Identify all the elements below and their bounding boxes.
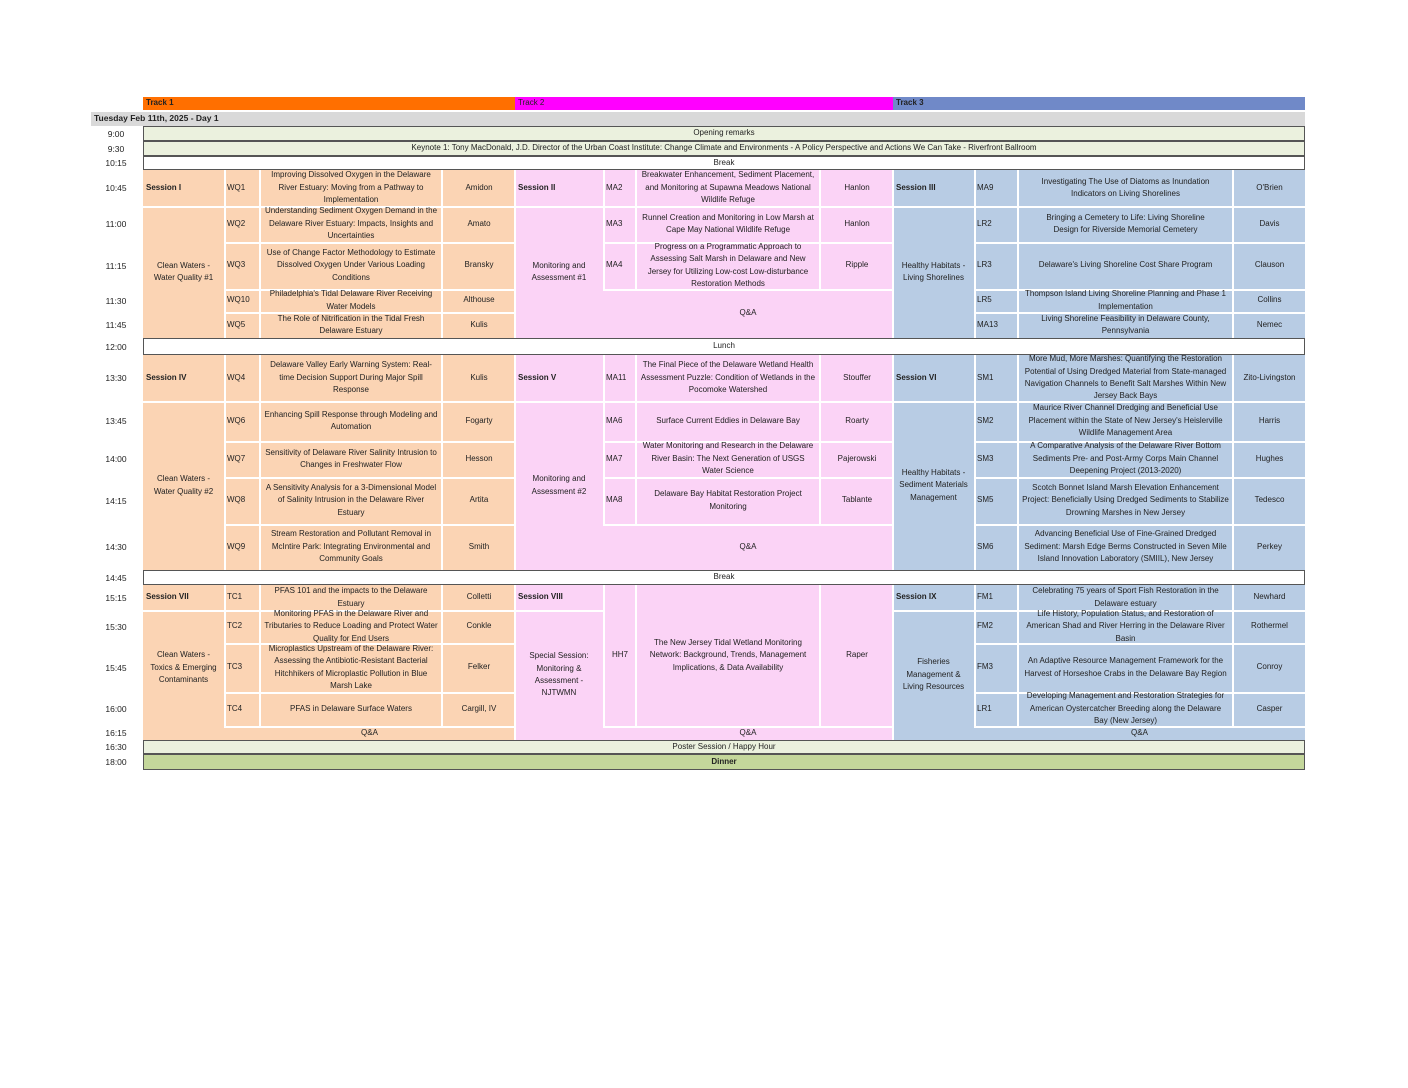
time-label: 11:15: [105, 260, 127, 271]
talk-code: WQ6: [227, 415, 246, 425]
time-label: 13:30: [105, 373, 127, 383]
poster-session: Poster Session / Happy Hour: [143, 740, 1305, 754]
time-label: 16:15: [105, 728, 127, 738]
session-title: Session IV: [146, 372, 187, 382]
talk-speaker: Nemec: [1256, 319, 1283, 329]
time-label: 15:45: [105, 662, 127, 673]
talk-code: TC1: [227, 592, 243, 602]
time-label: 14:45: [105, 572, 127, 583]
talk-speaker: Raper: [846, 650, 868, 660]
talk-speaker: Roarty: [845, 415, 869, 425]
session-title: Session III: [896, 182, 936, 192]
talk-title: The Final Piece of the Delaware Wetland Health Assessment Puzzle: Condition of Wetlands in the Pocomoke Watershed: [640, 360, 816, 395]
talk-code: SM1: [977, 372, 994, 382]
talk-code: LR5: [977, 295, 992, 305]
talk-code: LR2: [977, 218, 992, 228]
time-label: 14:30: [105, 542, 127, 552]
talk-code: TC2: [227, 621, 243, 631]
talk-speaker: Harris: [1258, 415, 1281, 425]
talk-speaker: Fogarty: [465, 415, 493, 425]
time-label: 16:00: [105, 704, 127, 714]
talk-speaker: Rothermel: [1251, 621, 1288, 631]
session-title: Session VIII: [518, 592, 563, 602]
talk-title: Delaware's Living Shoreline Cost Share Program: [1038, 260, 1213, 270]
talk-title: Microplastics Upstream of the Delaware River: Assessing the Antibiotic-Resistant Bacterial Hitchhikers of Microplastic Pollution in Blue Marsh Lake: [268, 643, 434, 690]
time-label: 14:15: [105, 495, 127, 506]
talk-title: Advancing Beneficial Use of Fine-Grained Dredged Sediment: Marsh Edge Berms Constructed in Seven Mile Island Innovation Laboratory (SMIIL), New Jersey: [1024, 529, 1227, 564]
time-label: 10:45: [105, 183, 127, 193]
talk-code: LR1: [977, 703, 992, 713]
talk-code: WQ9: [227, 541, 246, 551]
talk-speaker: Bransky: [464, 260, 494, 270]
talk-speaker: Conkle: [466, 621, 492, 631]
time-label: 12:00: [105, 341, 127, 352]
talk-title: PFAS in Delaware Surface Waters: [290, 703, 412, 713]
talk-code: MA7: [606, 453, 623, 463]
talk-code: HH7: [611, 650, 628, 660]
talk-speaker: Ripple: [845, 260, 869, 270]
dinner: Dinner: [143, 754, 1305, 770]
talk-code: MA2: [606, 182, 623, 192]
talk-title: Living Shoreline Feasibility in Delaware County, Pennsylvania: [1041, 313, 1210, 335]
talk-speaker: Amidon: [465, 182, 493, 192]
qa-cell: Q&A: [739, 541, 757, 551]
session-name: Healthy Habitats - Sediment Materials Management: [899, 467, 968, 502]
track-1-header: Track 1: [143, 97, 515, 110]
talk-code: MA13: [977, 319, 998, 329]
talk-speaker: Artita: [469, 495, 489, 505]
track-2-header: Track 2: [515, 97, 893, 110]
session-name: Clean Waters - Toxics & Emerging Contaminants: [150, 650, 217, 685]
talk-speaker: Amato: [467, 218, 491, 228]
talk-title: Progress on a Programmatic Approach to Assessing Salt Marsh in Delaware and New Jersey for Utilizing Low-cost Low-disturbance Restoration Methods: [647, 242, 809, 288]
talk-code: WQ4: [227, 372, 246, 382]
talk-speaker: Hanlon: [844, 218, 870, 228]
talk-code: MA4: [606, 260, 623, 270]
time-label: 15:15: [105, 592, 127, 603]
talk-code: SM3: [977, 453, 994, 463]
day-header: Tuesday Feb 11th, 2025 - Day 1: [91, 112, 1305, 126]
talk-code: WQ2: [227, 218, 246, 228]
talk-code: MA3: [606, 218, 623, 228]
qa-cell: Q&A: [739, 727, 757, 737]
talk-title: Use of Change Factor Methodology to Estimate Dissolved Oxygen Under Various Loading Conditions: [266, 247, 436, 282]
talk-title: Surface Current Eddies in Delaware Bay: [656, 415, 800, 425]
time-label: 11:30: [105, 295, 127, 306]
break-morning: Break: [143, 156, 1305, 170]
track-3-header: Track 3: [893, 97, 1305, 110]
qa-cell: Q&A: [361, 727, 378, 737]
talk-code: WQ10: [227, 295, 250, 305]
session-name: Monitoring and Assessment #2: [531, 474, 587, 496]
time-label: 13:45: [105, 416, 127, 426]
time-label: 15:30: [105, 621, 127, 632]
time-label: 11:45: [105, 320, 127, 330]
talk-title: Sensitivity of Delaware River Salinity Intrusion to Changes in Freshwater Flow: [265, 447, 437, 469]
session-title: Session VI: [896, 372, 937, 382]
lunch: Lunch: [143, 338, 1305, 355]
talk-speaker: Newhard: [1253, 592, 1286, 602]
time-label: 14:00: [105, 454, 127, 464]
talk-speaker: Felker: [467, 662, 491, 672]
talk-title: Developing Management and Restoration Strategies for American Oystercatcher Breeding along the Delaware Bay (New Jersey): [1026, 692, 1225, 726]
talk-speaker: Collins: [1257, 295, 1282, 305]
talk-code: SM6: [977, 541, 994, 551]
talk-title: A Comparative Analysis of the Delaware River Bottom Sediments Pre- and Post-Army Corps Main Channel Deepening Project (2013-2020): [1030, 441, 1221, 476]
session-name: Monitoring and Assessment #1: [531, 260, 587, 282]
talk-speaker: Kulis: [470, 319, 488, 329]
talk-code: WQ5: [227, 319, 246, 329]
talk-title: PFAS 101 and the impacts to the Delaware Estuary: [274, 586, 428, 608]
talk-title: An Adaptive Resource Management Framework for the Harvest of Horseshoe Crabs in the Delaware Bay Region: [1024, 656, 1227, 678]
session-name: Special Session: Monitoring & Assessment - NJTWMN: [529, 651, 589, 698]
talk-title: Celebrating 75 years of Sport Fish Restoration in the Delaware estuary: [1032, 586, 1219, 608]
talk-code: WQ3: [227, 260, 246, 270]
keynote: Keynote 1: Tony MacDonald, J.D. Director of the Urban Coast Institute: Change Climate and Environments - A Policy Perspective and Actions We Can Take - Riverfront Ballroom: [143, 141, 1305, 156]
talk-code: MA6: [606, 415, 623, 425]
session-name: Fisheries Management & Living Resources: [902, 657, 965, 692]
talk-speaker: Casper: [1256, 703, 1283, 713]
talk-speaker: Althouse: [463, 295, 495, 305]
session-name: Clean Waters - Water Quality #1: [153, 260, 214, 282]
talk-title: Thompson Island Living Shoreline Planning and Phase 1 Implementation: [1024, 289, 1227, 311]
talk-code: MA11: [606, 372, 627, 382]
time-label: 10:15: [105, 158, 127, 168]
break-afternoon: Break: [143, 570, 1305, 585]
talk-title: Monitoring PFAS in the Delaware River and Tributaries to Reduce Loading and Protect Water Quality for End Users: [264, 610, 438, 643]
talk-title: Delaware Valley Early Warning System: Real-time Decision Support During Major Spill Response: [270, 360, 432, 395]
talk-title: Investigating The Use of Diatoms as Inundation Indicators on Living Shorelines: [1041, 176, 1210, 198]
talk-code: MA8: [606, 495, 623, 505]
talk-code: SM5: [977, 495, 994, 505]
talk-code: SM2: [977, 415, 994, 425]
opening-remarks: Opening remarks: [143, 126, 1305, 141]
time-label: 18:00: [105, 757, 127, 767]
time-label: 9:00: [107, 128, 125, 139]
talk-title: A Sensitivity Analysis for a 3-Dimensional Model of Salinity Intrusion in the Delaware River Estuary: [265, 482, 437, 517]
talk-code: MA9: [977, 182, 994, 192]
talk-title: Improving Dissolved Oxygen in the Delaware River Estuary: Moving from a Pathway to Implementation: [271, 170, 431, 205]
talk-title: Scotch Bonnet Island Marsh Elevation Enhancement Project: Beneficially Using Dredged Sediments to Stabilize Drowning Marshes in New Jersey: [1022, 482, 1229, 517]
talk-title: Water Monitoring and Research in the Delaware River Basin: The Next Generation of USGS Water Science: [642, 441, 814, 476]
talk-speaker: Tablante: [841, 495, 873, 505]
talk-title: Delaware Bay Habitat Restoration Project Monitoring: [654, 489, 802, 511]
talk-speaker: Tedesco: [1254, 495, 1285, 505]
talk-speaker: Zito-Livingston: [1243, 372, 1296, 382]
talk-speaker: Stouffer: [843, 372, 871, 382]
talk-code: WQ7: [227, 453, 246, 463]
talk-speaker: O'Brien: [1256, 182, 1283, 192]
talk-code: LR3: [977, 260, 992, 270]
talk-speaker: Cargill, IV: [461, 703, 497, 713]
talk-title: Enhancing Spill Response through Modeling and Automation: [264, 409, 438, 431]
session-title: Session IX: [896, 592, 937, 602]
talk-code: FM3: [977, 662, 993, 672]
talk-code: FM1: [977, 592, 993, 602]
talk-title: Runnel Creation and Monitoring in Low Marsh at Cape May National Wildlife Refuge: [642, 212, 814, 234]
talk-title: Life History, Population Status, and Restoration of American Shad and River Herring in the Delaware River Basin: [1026, 610, 1225, 643]
time-label: 9:30: [107, 143, 125, 154]
talk-speaker: Hesson: [465, 453, 493, 463]
talk-speaker: Hughes: [1255, 453, 1284, 463]
talk-speaker: Kulis: [470, 372, 488, 382]
talk-title: Philadelphia's Tidal Delaware River Receiving Water Models: [269, 289, 433, 311]
talk-speaker: Hanlon: [844, 182, 870, 192]
session-title: Session II: [518, 182, 556, 192]
talk-code: TC4: [227, 703, 243, 713]
talk-title: The New Jersey Tidal Wetland Monitoring Network: Background, Trends, Management Implications, & Data Availability: [649, 637, 807, 672]
time-label: 16:30: [105, 742, 127, 752]
talk-title: More Mud, More Marshes: Quantifying the Restoration Potential of Using Dredged Material from State-managed Navigation Channels to Benefit Salt Marshes Within New Jersey Back Bays: [1024, 355, 1227, 401]
talk-title: Bringing a Cemetery to Life: Living Shoreline Design for Riverside Memorial Cemetery: [1046, 212, 1205, 234]
session-name: Healthy Habitats - Living Shorelines: [901, 260, 966, 282]
talk-speaker: Colletti: [466, 592, 492, 602]
session-title: Session V: [518, 372, 557, 382]
talk-speaker: Clauson: [1254, 260, 1285, 270]
talk-title: Understanding Sediment Oxygen Demand in the Delaware River Estuary: Impacts, Insights and Uncertainties: [264, 206, 438, 241]
talk-code: WQ8: [227, 495, 246, 505]
talk-code: WQ1: [227, 182, 246, 192]
talk-speaker: Conroy: [1256, 662, 1283, 672]
qa-cell: Q&A: [1131, 727, 1148, 737]
talk-title: The Role of Nitrification in the Tidal Fresh Delaware Estuary: [277, 313, 425, 335]
qa-cell: Q&A: [739, 308, 757, 318]
session-name: Clean Waters - Water Quality #2: [153, 474, 214, 496]
time-label: 11:00: [105, 219, 127, 229]
talk-title: Stream Restoration and Pollutant Removal in McIntire Park: Integrating Environmental and Community Goals: [270, 529, 432, 564]
talk-speaker: Smith: [468, 541, 490, 551]
talk-speaker: Perkey: [1257, 541, 1282, 551]
talk-speaker: Davis: [1259, 218, 1280, 228]
talk-title: Maurice River Channel Dredging and Beneficial Use Placement within the State of New Jersey's Heislerville Wildlife Management Area: [1028, 403, 1223, 438]
talk-title: Breakwater Enhancement, Sediment Placement, and Monitoring at Supawna Meadows National Wildlife Refuge: [641, 170, 815, 205]
talk-code: TC3: [227, 662, 243, 672]
session-title: Session I: [146, 182, 182, 192]
talk-speaker: Pajerowski: [837, 453, 877, 463]
talk-code: FM2: [977, 621, 993, 631]
session-title: Session VII: [146, 592, 189, 602]
